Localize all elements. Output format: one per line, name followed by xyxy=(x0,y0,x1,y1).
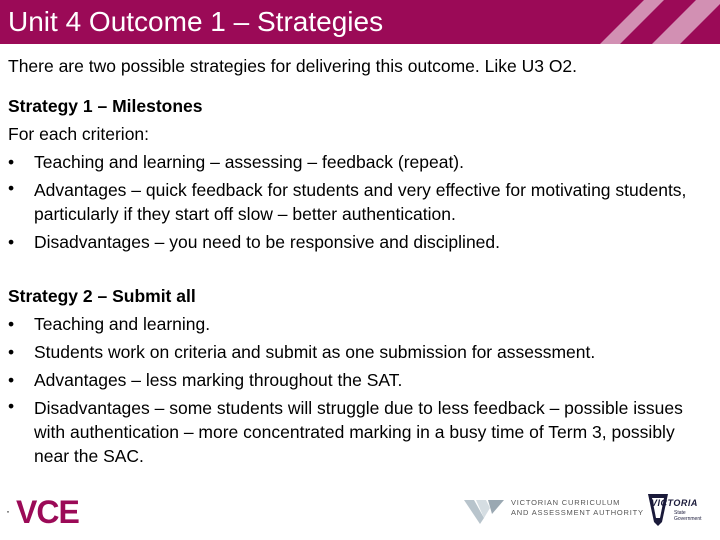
section-spacer xyxy=(8,256,714,282)
footer xyxy=(0,492,720,540)
vcaa-line1: VICTORIAN CURRICULUM xyxy=(511,498,621,507)
slide-content xyxy=(8,52,714,470)
vic-sub-line2: Government xyxy=(674,516,702,522)
list-item: • Students work on criteria and submit as one submission for assessment. xyxy=(8,338,714,366)
vcaa-logo-icon xyxy=(462,496,506,526)
list-item: • Disadvantages – some students will struggle due to less feedback – possible issues with authentication – more concentrated marking in a busy time of Term 3, possibly near the SAC. xyxy=(8,394,714,470)
title-bar xyxy=(0,0,720,44)
victoria-subtitle xyxy=(674,510,702,522)
vce-logo: VCE xyxy=(16,494,79,530)
slide-title: Unit 4 Outcome 1 – Strategies xyxy=(8,6,384,37)
victoria-wordmark: VICTORIA xyxy=(651,498,698,508)
vic-sub-line1: State xyxy=(674,510,686,516)
strategy1-list xyxy=(8,148,714,256)
intro-text: There are two possible strategies for delivering this outcome. Like U3 O2. xyxy=(8,56,578,76)
list-item: • Advantages – quick feedback for students and very effective for motivating students, particularly if they start off slow – better authentication. xyxy=(8,176,714,228)
vcaa-line2: AND ASSESSMENT AUTHORITY xyxy=(511,508,644,517)
list-item: • Disadvantages – you need to be responsive and disciplined. xyxy=(8,228,714,256)
strategy2-list xyxy=(8,310,714,470)
strategy2-heading: Strategy 2 – Submit all xyxy=(8,286,196,306)
footer-dot: · xyxy=(6,504,10,518)
strategy1-lead: For each criterion: xyxy=(8,124,150,144)
list-item: • Advantages – less marking throughout the SAT. xyxy=(8,366,714,394)
vcaa-wordmark xyxy=(511,498,644,518)
decorative-stripes xyxy=(560,0,720,44)
list-item: • Teaching and learning – assessing – feedback (repeat). xyxy=(8,148,714,176)
list-item: • Teaching and learning. xyxy=(8,310,714,338)
strategy1-heading: Strategy 1 – Milestones xyxy=(8,96,203,116)
